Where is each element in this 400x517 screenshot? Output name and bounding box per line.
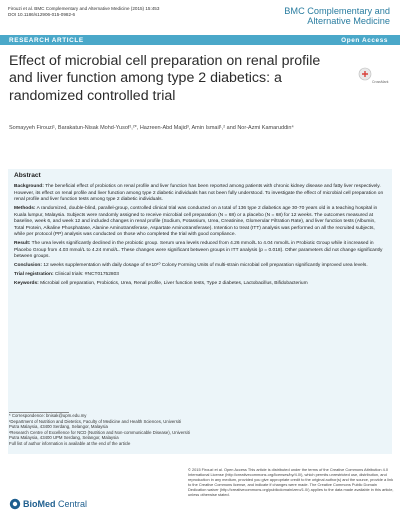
section-label: Result:	[14, 241, 31, 247]
footnotes	[9, 413, 191, 447]
crossmark-label: CrossMark	[372, 80, 389, 84]
article-type-label: RESEARCH ARTICLE	[9, 36, 84, 44]
section-text: The beneficial effect of probiotics on renal profile and liver function has been reported among patients with chronic kidney disease and fatty liver respectively. However, its effect on renal profile and liver function among type 2 diabetic individuals has not been fully understood. To investigate the effect of microbial cell preparation on renal profile and liver function tests among type 2 diabetic individuals.	[14, 184, 384, 203]
section-text: A randomized, double-blind, parallel-group, controlled clinical trial was conducted on a total of 136 type 2 diabetics age 30-70 years old in a teaching hospital in Kuala lumpur, Malaysia. Subjects were randomly assigned to receive microbial cell preparation (N = 68) or a placebo (N = 68) for 12 weeks. The outcomes measured at baseline, week 6, and week 12 and included changes in renal profile (Sodium, Potassium, Urea, Creatinine, Glomerular Filtration Rate), and liver function tests (Albumin, Total Protein, Alkaline Phosphatase, Alanine Aminotransferase, Aspartate Aminotransferase). Intention to treat (ITT) analysis was performed on all the recruited subjects, while per protocol (PP) analysis was conducted on those who completed the trial with good compliance.	[14, 206, 378, 238]
section-label: Keywords:	[14, 281, 39, 287]
section-text: Clinical trials: #NCT01752803	[53, 272, 119, 278]
crossmark-badge[interactable]	[358, 66, 389, 86]
abstract-section-keywords	[14, 281, 386, 288]
journal-name	[284, 6, 390, 27]
article-type-band	[0, 35, 400, 45]
doi-line: DOI 10.1186/s12906-015-0982-6	[8, 12, 76, 17]
affiliation-2: ²Research Centre of Excellence for NCD (Nutrition and Non-communicable Disease), Universiti Putra Malaysia, 43400 UPM Serdang, Selangor, Malaysia	[9, 429, 190, 441]
abstract-section-result	[14, 241, 386, 261]
open-access-label: Open Access	[341, 36, 388, 44]
abstract-heading: Abstract	[14, 172, 41, 179]
citation-line: Firouzi et al. BMC Complementary and Alternative Medicine (2015) 15:453	[8, 6, 160, 11]
author-list: Somayyeh Firouzi¹, Barakatun-Nisak Mohd-Yusof¹,²*, Hazreen-Abd Majid³, Amin Ismail¹,² and Nor-Azmi Kamaruddin⁴	[9, 125, 294, 131]
abstract-section-methods	[14, 206, 386, 239]
abstract-body	[14, 184, 386, 290]
journal-name-line2: Alternative Medicine	[307, 16, 390, 27]
section-label: Methods:	[14, 206, 36, 212]
abstract-section-trial-registration	[14, 272, 386, 279]
biomed-logo-icon	[9, 497, 101, 511]
crossmark-icon	[358, 66, 389, 86]
svg-text:BioMed Central	[23, 499, 87, 509]
abstract-section-conclusion	[14, 263, 386, 270]
article-title: Effect of microbial cell preparation on renal profile and liver function among type 2 diabetics: a randomized controlled trial	[9, 53, 321, 104]
affiliation-1: ¹Department of Nutrition and Dietetics, Faculty of Medicine and Health Sciences, Universiti Putra Malaysia, 43400 Serdang, Selangor, Malaysia	[9, 418, 181, 430]
section-text: 12 weeks supplementation with daily dosage of 6×10¹⁰ Colony Forming Units of multi-strain microbial cell preparation significantly improved urea levels.	[41, 263, 368, 269]
section-text: Microbial cell preparation, Probiotics, Urea, Renal profile, Liver function tests, Type 2 diabetes, Lactobacillus, Bifidobacterium	[38, 281, 308, 287]
author-info-note: Full list of author information is available at the end of the article	[9, 440, 131, 446]
section-label: Conclusion:	[14, 263, 42, 269]
section-text: The urea levels significantly declined in the probiotic group. Serum urea levels reduced from 4.26 mmol/L to 4.04 mmol/L in Probiotic Group while it increased in Placebo Group from 4.03 mmol/L to 4.24 mmol/L. These changes were significant between groups in ITT analysis (p = 0.018). Other parameters did not change significantly between groups.	[14, 241, 383, 260]
logo-text-bold: BioMed	[23, 499, 56, 509]
citation-header	[8, 6, 159, 18]
correspondence-email[interactable]: * Correspondence: bnisak@upm.edu.my	[9, 413, 87, 418]
license-statement: © 2015 Firouzi et al. Open Access This article is distributed under the terms of the Creative Commons Attribution 4.0 International License (http://creativecommons.org/licenses/by/4.0/), which permits unrestricted use, distribution, and reproduction in any medium, provided you give appropriate credit to the original author(s) and the source, provide a link to the Creative Commons license, and indicate if changes were made. The Creative Commons Public Domain Dedication waiver (http://creativecommons.org/publicdomain/zero/1.0/) applies to the data made available in this article, unless otherwise stated.	[188, 467, 394, 498]
section-label: Trial registration:	[14, 272, 54, 278]
logo-text-rest: Central	[55, 499, 88, 509]
section-label: Background:	[14, 184, 44, 189]
abstract-section-background	[14, 184, 386, 204]
journal-name-line1: BMC Complementary and	[284, 6, 390, 16]
biomed-central-logo	[9, 497, 101, 516]
